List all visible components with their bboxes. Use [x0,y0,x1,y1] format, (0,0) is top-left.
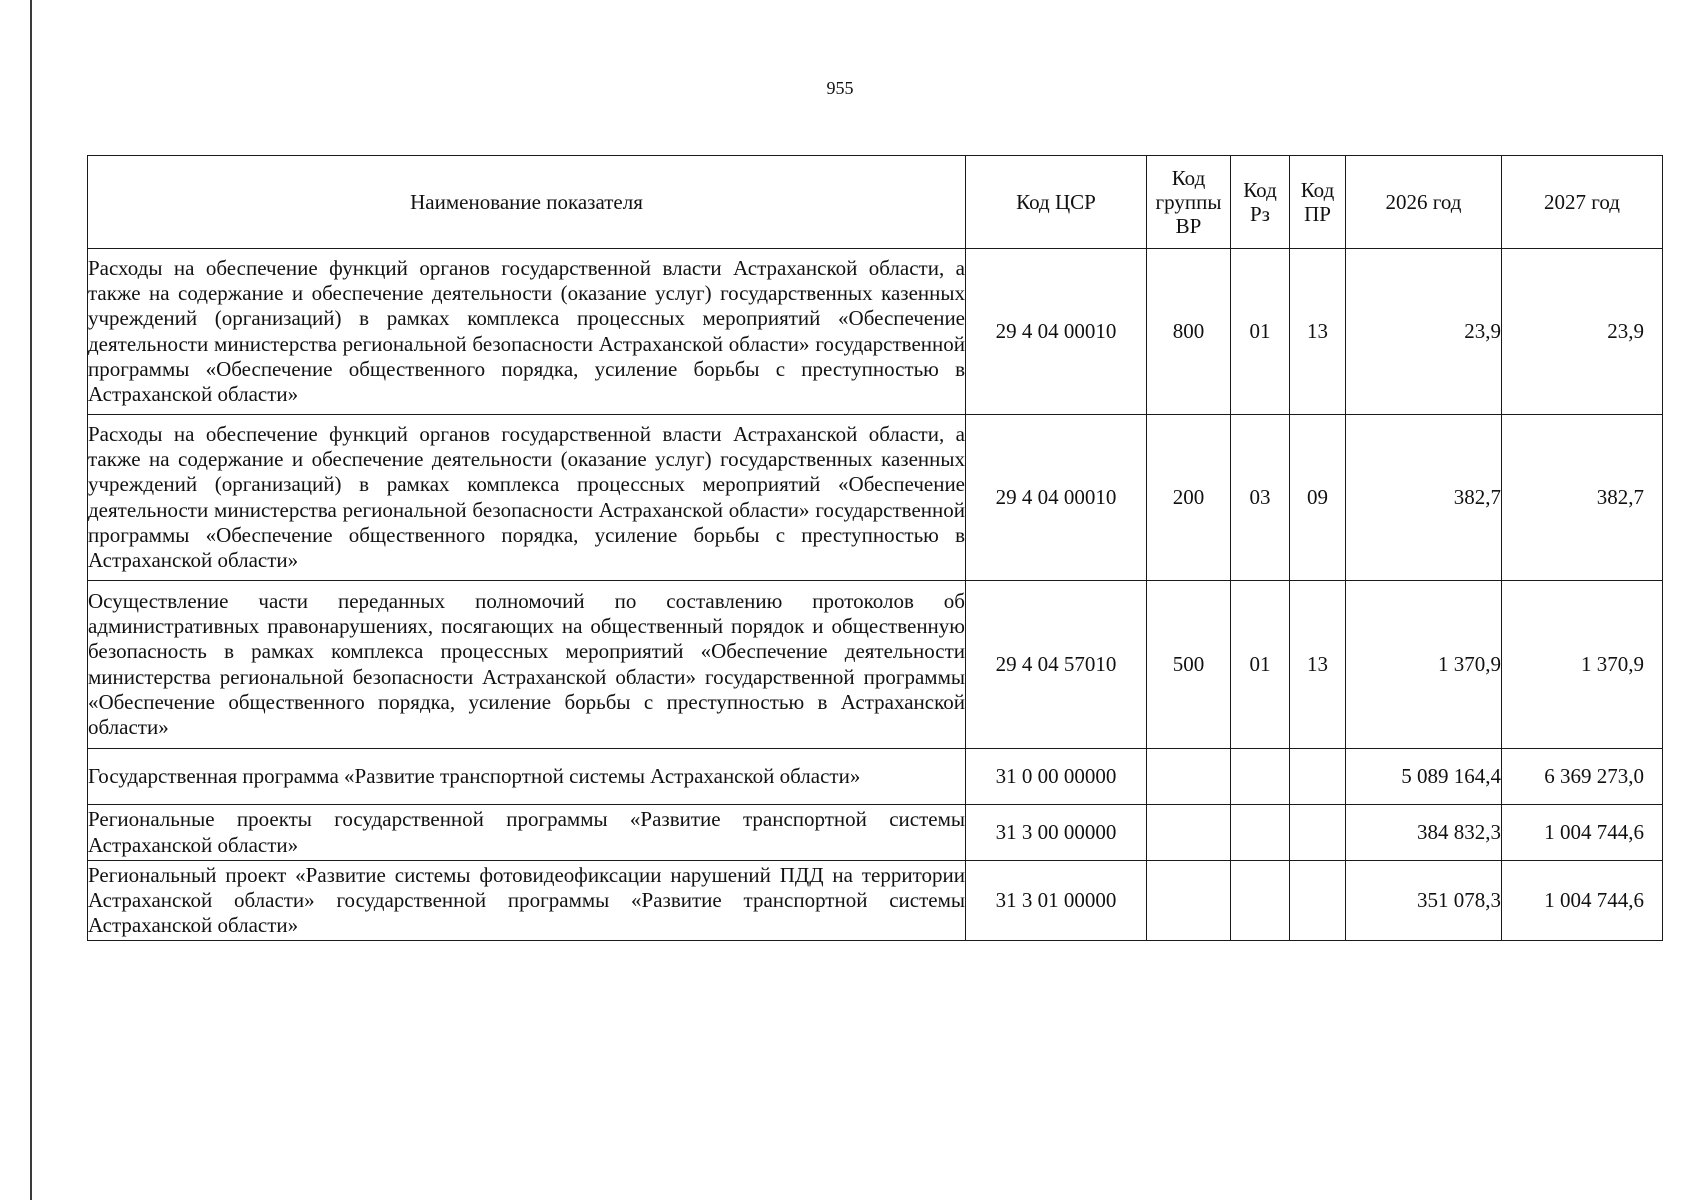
row-amount-2027: 1 370,9 [1502,581,1663,749]
row-amount-2027: 23,9 [1502,249,1663,415]
row-name: Осуществление части переданных полномочий по составлению протоколов об административных правонарушениях, посягающих на общественный порядок и общественную безопасность в рамках комплекса процессных мероприятий «Обеспечение деятельности министерства региональной безопасности Астраханской области» государственной программы «Обеспечение общественного порядка, усиление борьбы с преступностью в Астраханской области» [88,581,966,749]
header-name: Наименование показателя [88,156,966,249]
row-vr-code [1147,805,1231,861]
header-year-2026: 2026 год [1346,156,1502,249]
row-csr-code: 29 4 04 57010 [966,581,1147,749]
row-amount-2027: 382,7 [1502,415,1663,581]
row-csr-code: 29 4 04 00010 [966,415,1147,581]
row-name: Региональные проекты государственной программы «Развитие транспортной системы Астраханской области» [88,805,966,861]
row-pr-code: 13 [1290,249,1346,415]
row-rz-code: 01 [1231,581,1290,749]
row-amount-2026: 1 370,9 [1346,581,1502,749]
row-pr-code [1290,749,1346,805]
header-year-2027: 2027 год [1502,156,1663,249]
header-rz-code: Код Рз [1231,156,1290,249]
row-rz-code [1231,805,1290,861]
row-vr-code [1147,749,1231,805]
row-csr-code: 31 0 00 00000 [966,749,1147,805]
table-header-row [88,156,1663,249]
row-vr-code: 200 [1147,415,1231,581]
row-amount-2026: 5 089 164,4 [1346,749,1502,805]
table-row [88,861,1663,941]
table-row [88,249,1663,415]
budget-table [87,155,1663,941]
row-name: Расходы на обеспечение функций органов государственной власти Астраханской области, а также на содержание и обеспечение деятельности (оказание услуг) государственных казенных учреждений (организаций) в рамках комплекса процессных мероприятий «Обеспечение деятельности министерства региональной безопасности Астраханской области» государственной программы «Обеспечение общественного порядка, усиление борьбы с преступностью в Астраханской области» [88,249,966,415]
row-amount-2027: 1 004 744,6 [1502,805,1663,861]
row-rz-code [1231,749,1290,805]
row-pr-code: 09 [1290,415,1346,581]
row-vr-code [1147,861,1231,941]
row-name: Расходы на обеспечение функций органов государственной власти Астраханской области, а также на содержание и обеспечение деятельности (оказание услуг) государственных казенных учреждений (организаций) в рамках комплекса процессных мероприятий «Обеспечение деятельности министерства региональной безопасности Астраханской области» государственной программы «Обеспечение общественного порядка, усиление борьбы с преступностью в Астраханской области» [88,415,966,581]
table-row [88,749,1663,805]
row-amount-2026: 23,9 [1346,249,1502,415]
row-name: Региональный проект «Развитие системы фотовидеофиксации нарушений ПДД на территории Астраханской области» государственной программы «Развитие транспортной системы Астраханской области» [88,861,966,941]
row-pr-code [1290,861,1346,941]
row-vr-code: 800 [1147,249,1231,415]
row-pr-code: 13 [1290,581,1346,749]
row-csr-code: 31 3 01 00000 [966,861,1147,941]
table-row [88,805,1663,861]
page-margin-line [30,0,32,1200]
header-vr-code: Код группы ВР [1147,156,1231,249]
row-csr-code: 31 3 00 00000 [966,805,1147,861]
row-amount-2027: 1 004 744,6 [1502,861,1663,941]
header-csr-code: Код ЦСР [966,156,1147,249]
row-vr-code: 500 [1147,581,1231,749]
header-pr-code: Код ПР [1290,156,1346,249]
table-row [88,415,1663,581]
row-amount-2026: 384 832,3 [1346,805,1502,861]
row-rz-code [1231,861,1290,941]
row-name: Государственная программа «Развитие транспортной системы Астраханской области» [88,749,966,805]
row-rz-code: 01 [1231,249,1290,415]
row-rz-code: 03 [1231,415,1290,581]
table-row [88,581,1663,749]
row-amount-2026: 382,7 [1346,415,1502,581]
row-pr-code [1290,805,1346,861]
row-amount-2027: 6 369 273,0 [1502,749,1663,805]
row-csr-code: 29 4 04 00010 [966,249,1147,415]
row-amount-2026: 351 078,3 [1346,861,1502,941]
page-number: 955 [826,78,854,98]
